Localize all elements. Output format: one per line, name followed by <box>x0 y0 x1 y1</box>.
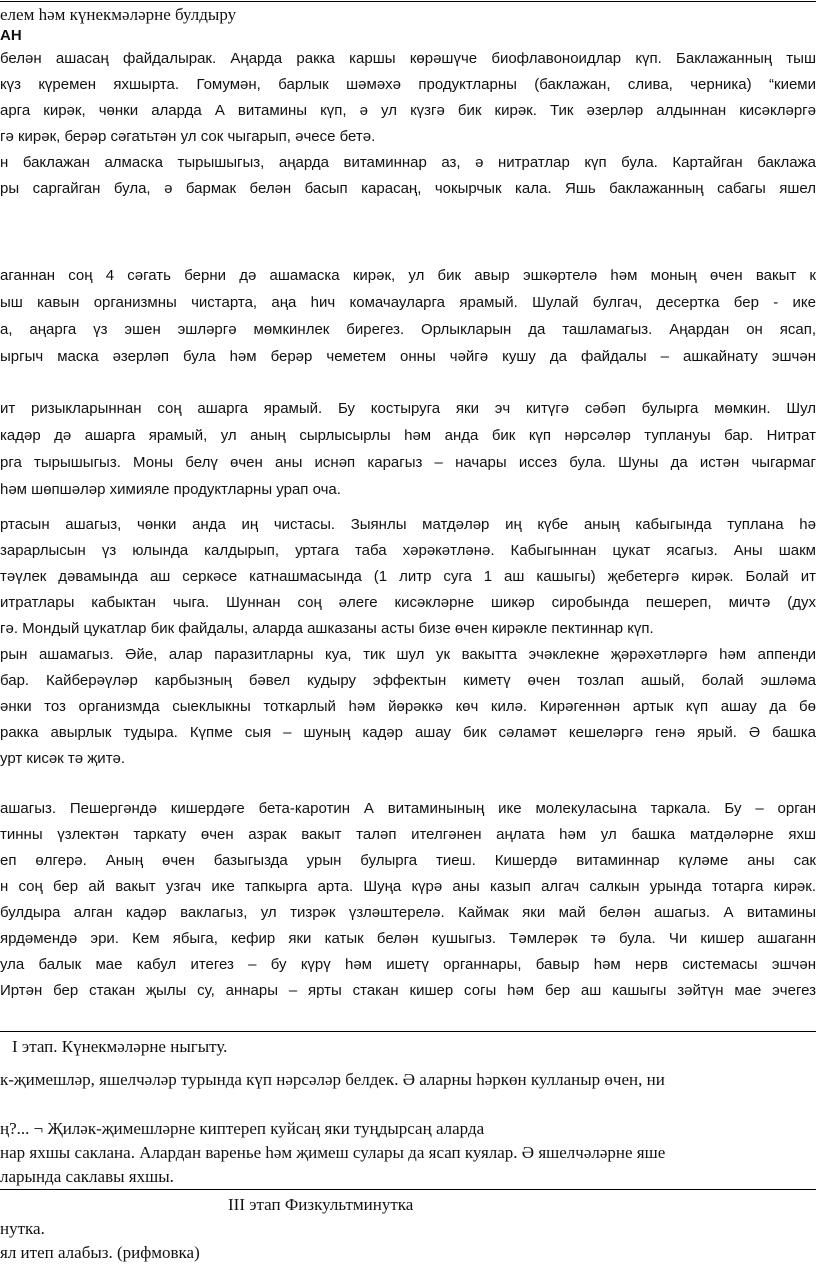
text-line: гә. Мондый цукатлар бик файдалы, аларда ашказаны асты бизе өчен кирәкле пектиннар күп. <box>0 620 654 637</box>
text-line: рын ашамагыз. Әйе, алар паразитларны куа, тик шул ук вакытта эчәклекне җәрәхәтләргә һәм аппенди <box>0 646 816 663</box>
top-rule <box>0 1 816 2</box>
text-line: итратлары кабыктан чыга. Шуннан соң әлеге кисәкләрне шикәр сиробында пешереп, мичтә (дух <box>0 594 816 611</box>
text-line: тәүлек дәвамында аш серкәсе катнашмасында (1 литр суга 1 аш кашыгы) җебетергә кирәк. Болай ит <box>0 568 816 585</box>
text-line: булдыра алган кадәр ваклагыз, ул тизрәк үзләштерелә. Каймак яки май белән ашагыз. А витамины <box>0 904 816 921</box>
text-line: а, аңарга үз эшен эшләргә мөмкинлек бирегез. Орлыкларын да ташламагыз. Аңардан он ясап, <box>0 321 816 338</box>
text-line: арга кирәк, чөнки аларда А витамины күп, ә ул күзгә бик кирәк. Тик әзерләр алдыннан кисәкләргә <box>0 102 816 119</box>
text-line: һәм шөпшәләр химияле продуктларны урап оча. <box>0 481 341 498</box>
text-line: ртасын ашагыз, чөнки анда иң чистасы. Зыянлы матдәләр иң күбе аның кабыгында тупланa һә <box>0 516 816 533</box>
text-line: ыргыч маска әзерләп була һәм берәр чеметем онны чәйгә кушу да файдалы – ашкайнату эшчән <box>0 348 816 365</box>
text-line: белән ашасаң файдалырак. Аңарда ракка каршы көрәшүче биофлавоноидлар күп. Баклажанның тыш <box>0 50 816 67</box>
text-line: к-җимешләр, яшелчәләр турында күп нәрсәләр белдек. Ә аларны һәркөн кулланыр өчен, ни <box>0 1070 665 1089</box>
text-line: ял итеп алабыз. (рифмовка) <box>0 1243 200 1262</box>
text-line: нар яхшы саклана. Алардан варенье һәм җимеш сулары да ясап куялар. Ә яшелчәләрне яше <box>0 1143 666 1162</box>
text-line: ула балык мае кабул итегез – бу күрү һәм ишетү органнары, бавыр һәм нерв системасы эшчән <box>0 956 816 973</box>
text-line: ит ризыкларыннан соң ашарга ярамый. Бу костыруга яки эч китүгә сәбәп булырга мөмкин. Шул <box>0 400 816 417</box>
table-rule <box>0 1031 816 1032</box>
text-line: нутка. <box>0 1219 45 1238</box>
stage-heading: I этап. Күнекмәләрне ныгыту. <box>12 1037 228 1056</box>
text-line: ракка авырлык тудыра. Күпме сыя – шуның кадәр ашау бик сәламәт кешеләргә генә ярый. Ә башка <box>0 724 816 741</box>
text-line: ашагыз. Пешергәндә кишердәге бета-каротин А витаминының ике молекуласына таркала. Бу – орган <box>0 800 816 817</box>
text-line: ң?... ¬ Җиләк-җимешләрне киптереп куйсаң яки туңдырсаң аларда <box>0 1119 485 1138</box>
text-line: тинны үзлектән таркату өчен азрак вакыт таләп ителгәнен аңлата һәм ул башка матдәләрне яхш <box>0 826 816 843</box>
section-heading: АН <box>0 27 22 44</box>
text-line: ры саргайган була, ә бармак белән басып карасаң, чокырчык кала. Яшь баклажанның сабагы яшел <box>0 180 816 197</box>
text-line: күз күремен яхшырта. Гомумән, барлык шәмәхә продуктларны (баклажан, слива, черника) “киеми <box>0 76 816 93</box>
text-line: н соң бер ай вакыт узгач ике тапкырга арта. Шуңа күрә аны казып алгач салкын урында тотарга кирәк. <box>0 878 816 895</box>
text-line: әнки тоз организмда сыеклыкны тоткарлый һәм йөрәккә көч килә. Кирәгеннән артык күп ашау да бө <box>0 698 816 715</box>
text-line: бар. Кайберәүләр карбызның бәвел кудыру эффектын киметү өчен тозлап ашый, болай эшләма <box>0 672 816 689</box>
text-line: ярдәмендә эри. Кем ябыга, кефир яки катык белән кушыгыз. Тәмлерәк тә була. Чи кишер ашаганн <box>0 930 816 947</box>
text-line: еп өлгерә. Аның өчен базыгызда урын булырга тиеш. Кишердә витаминнар күләме аны сак <box>0 852 816 869</box>
stage-heading: III этап Физкультминутка <box>228 1195 414 1214</box>
text-line: рга тырышыгыз. Моны белү өчен аны иснәп карагыз – начары иссез була. Шуны да истән чыгармаг <box>0 454 816 471</box>
text-line: кадәр дә ашарга ярамый, ул аның сырлысырлы һәм анда бик күп нәрсәләр туплануы бар. Нитрат <box>0 427 816 444</box>
table-rule <box>0 1189 816 1190</box>
text-line: Иртән бер стакан җылы су, аннары – ярты стакан кишер согы һәм бер аш кашыгы зәйтүн мае эчегез <box>0 982 816 999</box>
text-line: н баклажан алмаска тырышыгыз, аңарда витаминнар аз, ә нитратлар күп була. Картайган баклажа <box>0 154 816 171</box>
text-line: ларында саклавы яхшы. <box>0 1167 174 1186</box>
document-title: елем һәм күнекмәләрне булдыру <box>0 5 237 24</box>
text-line: урт кисәк тә җитә. <box>0 750 126 767</box>
text-line: зарарлысын үз юлында калдырып, уртага таба хәрәкәтләнә. Кабыгыннан цукат ясагыз. Аны шакм <box>0 542 816 559</box>
text-line: аганнан соң 4 сәгать берни дә ашамаска кирәк, ул бик авыр эшкәртелә һәм моның өчен вакыт к <box>0 267 816 284</box>
text-line: ыш кавын организмны чистарта, аңа һич комачауларга ярамый. Шулай булгач, десертка бер - ике <box>0 294 816 311</box>
text-line: гә кирәк, берәр сәгатьтән ул сок чыгарып, әчесе бетә. <box>0 128 376 145</box>
